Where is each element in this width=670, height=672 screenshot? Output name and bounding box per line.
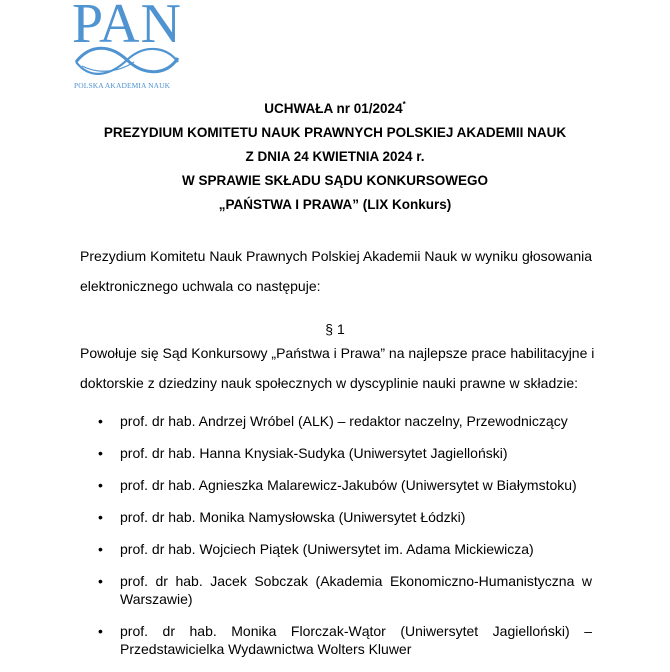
member-name: prof. dr hab. Monika Namysłowska (Uniwersytet Łódzki) <box>120 509 466 525</box>
footnote-marker: * <box>402 100 406 109</box>
bullet-icon: • <box>98 413 103 429</box>
resolution-number: UCHWAŁA nr 01/2024* <box>264 100 406 116</box>
member-name: prof. dr hab. Andrzej Wróbel (ALK) – redaktor naczelny, Przewodniczący <box>120 413 568 429</box>
logo-infinity-swirl-icon <box>72 40 182 80</box>
logo-wordmark: PAN <box>72 0 182 55</box>
section-paragraph <box>80 338 595 398</box>
intro-line-2: elektronicznego uchwala co następuje: <box>80 278 321 294</box>
section-line-2: doktorskie z dziedziny nauk społecznych w dyscyplinie nauki prawne w składzie: <box>80 375 579 391</box>
section-mark: § 1 <box>325 321 345 337</box>
intro-paragraph <box>80 241 592 301</box>
resolution-subject: W SPRAWIE SKŁADU SĄDU KONKURSOWEGO <box>181 173 488 188</box>
member-name-continued: Przedstawicielka Wydawnictwa Wolters Kluwer <box>120 641 412 657</box>
committee-members-list <box>80 412 592 672</box>
intro-line-1: Prezydium Komitetu Nauk Prawnych Polskiej Akademii Nauk w wyniku głosowania <box>80 248 592 264</box>
bullet-icon: • <box>98 573 103 589</box>
bullet-icon: • <box>98 541 103 557</box>
list-item <box>80 508 592 526</box>
contest-name: „PAŃSTWA I PRAWA” (LIX Konkurs) <box>218 197 452 212</box>
member-name: prof. dr hab. Wojciech Piątek (Uniwersytet im. Adama Mickiewicza) <box>120 541 534 557</box>
issuing-body: PREZYDIUM KOMITETU NAUK PRAWNYCH POLSKIEJ AKADEMII NAUK <box>103 125 567 140</box>
member-name: prof. dr hab. Agnieszka Malarewicz-Jakubów (Uniwersytet w Białymstoku) <box>120 477 577 493</box>
list-item <box>80 444 592 462</box>
bullet-icon: • <box>98 623 103 639</box>
list-item <box>80 540 592 558</box>
member-name: prof. dr hab. Monika Florczak-Wątor (Uniwersytet Jagielloński) – <box>120 623 592 639</box>
member-name: prof. dr hab. Hanna Knysiak-Sudyka (Uniwersytet Jagielloński) <box>120 445 508 461</box>
member-name: prof. dr hab. Jacek Sobczak (Akademia Ekonomiczno-Humanistyczna w <box>120 573 592 589</box>
member-name-continued: Warszawie) <box>120 591 193 607</box>
list-item <box>80 572 592 608</box>
bullet-icon: • <box>98 445 103 461</box>
bullet-icon: • <box>98 477 103 493</box>
list-item <box>80 412 592 430</box>
list-item <box>80 476 592 494</box>
list-item <box>80 622 592 658</box>
logo-subtitle: POLSKA AKADEMIA NAUK <box>74 81 171 90</box>
section-line-1: Powołuje się Sąd Konkursowy „Państwa i Prawa” na najlepsze prace habilitacyjne i <box>80 345 595 361</box>
bullet-icon: • <box>98 509 103 525</box>
pan-logo <box>72 0 182 96</box>
resolution-date: Z DNIA 24 KWIETNIA 2024 r. <box>245 149 425 164</box>
